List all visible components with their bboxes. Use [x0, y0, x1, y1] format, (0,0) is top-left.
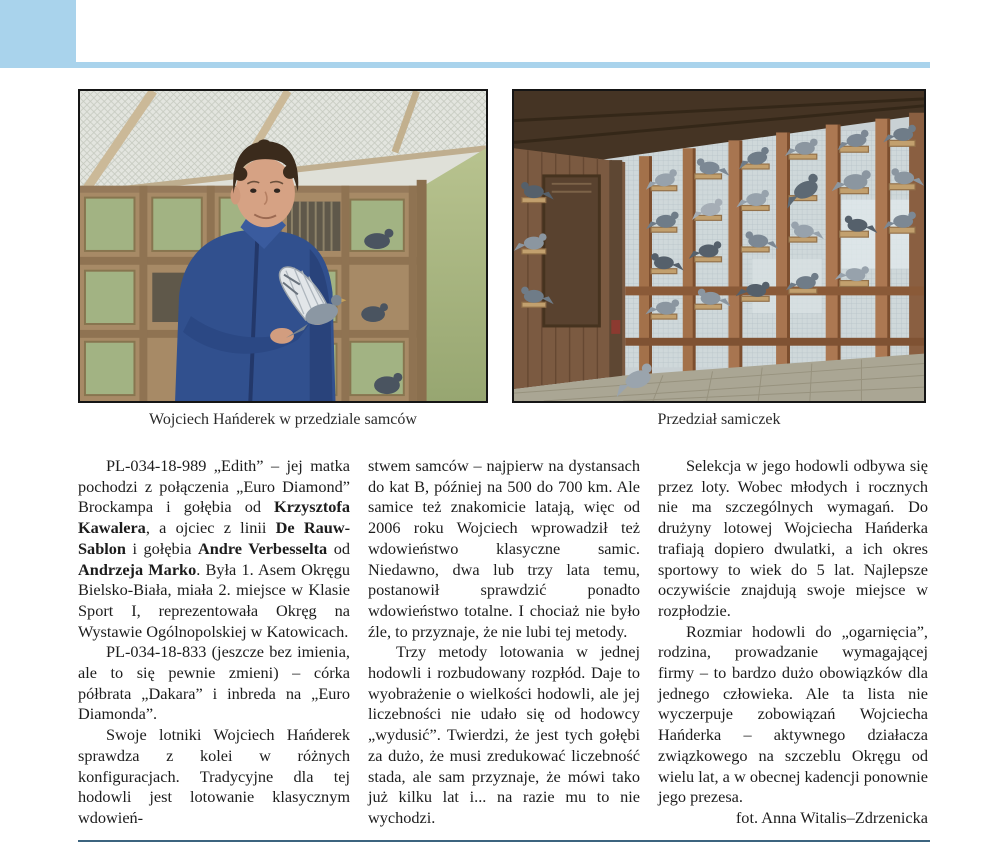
photo-hens-compartment-illustration [514, 91, 924, 401]
photo-mens-compartment [78, 89, 488, 403]
paragraph: PL-034-18-833 (jeszcze bez imienia, ale to się pewnie zmieni) – córka półbrata „Dakara” i inbreda na „Euro Diamonda”. [78, 642, 350, 724]
photo-caption-left: Wojciech Hańderek w przedziale samców [149, 411, 417, 428]
paragraph: stwem samców – najpierw na dystansach do kat B, później na 500 do 700 km. Ale samice też znakomicie latają, więc od 2006 roku Wojciech wprowadził też wdowieństwo klasyczne samic. Niedawno, dwa lub trzy lata temu, postanowił sprawdzić ponadto wdowieństwo totalne. I chociaż nie było źle, to przyznaje, że nie lubi tej metody. [368, 456, 640, 641]
header-rule [0, 62, 930, 68]
paragraph: PL-034-18-989 „Edith” – jej matka pochodzi z połączenia „Euro Diamond” Brockampa i gołębia od Krzysztofa Kawalera, a ojciec z linii De Rauw-Sablon i gołębia Andre Verbesselta od Andrzeja Marko. Była 1. Asem Okręgu Bielsko-Biała, miała 2. miejsce w Klasie Sport I, reprezentowała Okręg na Wystawie Ogólnopolskiej w Katowicach. [78, 456, 351, 641]
article-column-2 [368, 456, 640, 829]
paragraph: Selekcja w jego hodowli odbywa się przez loty. Wobec młodych i rocznych nie ma szczególnych wymagań. Do drużyny lotowej Wojciecha Hańderka trafiają dopiero dwulatki, a ich okres sportowy to wiek do 5 lat. Najlepsze oczywiście znajdują swoje miejsce w rozpłodzie. [658, 456, 928, 620]
article-column-3-text [658, 456, 928, 808]
footer-rule [78, 840, 930, 842]
paragraph: Trzy metody lotowania w jednej hodowli i rozbudowany rozpłód. Daje to wyobrażenie o wielkości hodowli, ale jej liczebności nie udało się od hodowcy „wydusić”. Twierdzi, że jest tych gołębi za dużo, że musi zredukować liczebność stada, ale sam przyznaje, że mówi tako już kilku lat i... na razie mu to nie wychodzi. [368, 642, 640, 827]
paragraph: Rozmiar hodowli do „ogarnięcia”, rodzina, prowadzanie wymagającej firmy – to bardzo dużo obowiązków dla jednego człowieka. Ale ta lista nie wyczerpuje zobowiązań Wojciecha Hańderka – aktywnego działacza związkowego na szczeblu Okręgu od wielu lat, a w obecnej kadencji ponownie jego prezesa. [658, 621, 928, 807]
photo-credit: fot. Anna Witalis–Zdrzenicka [735, 807, 928, 827]
corner-accent-block [0, 0, 76, 63]
photo-hens-compartment [512, 89, 926, 403]
article-column-3 [658, 456, 928, 829]
photo-caption-right: Przedział samiczek [657, 411, 781, 428]
paragraph: Swoje lotniki Wojciech Hańderek sprawdza z kolei w różnych konfiguracjach. Tradycyjne dla tej hodowli jest lotowanie klasycznym wdowień- [78, 725, 350, 827]
article-column-1 [78, 456, 350, 829]
photo-mens-compartment-illustration [80, 91, 486, 401]
